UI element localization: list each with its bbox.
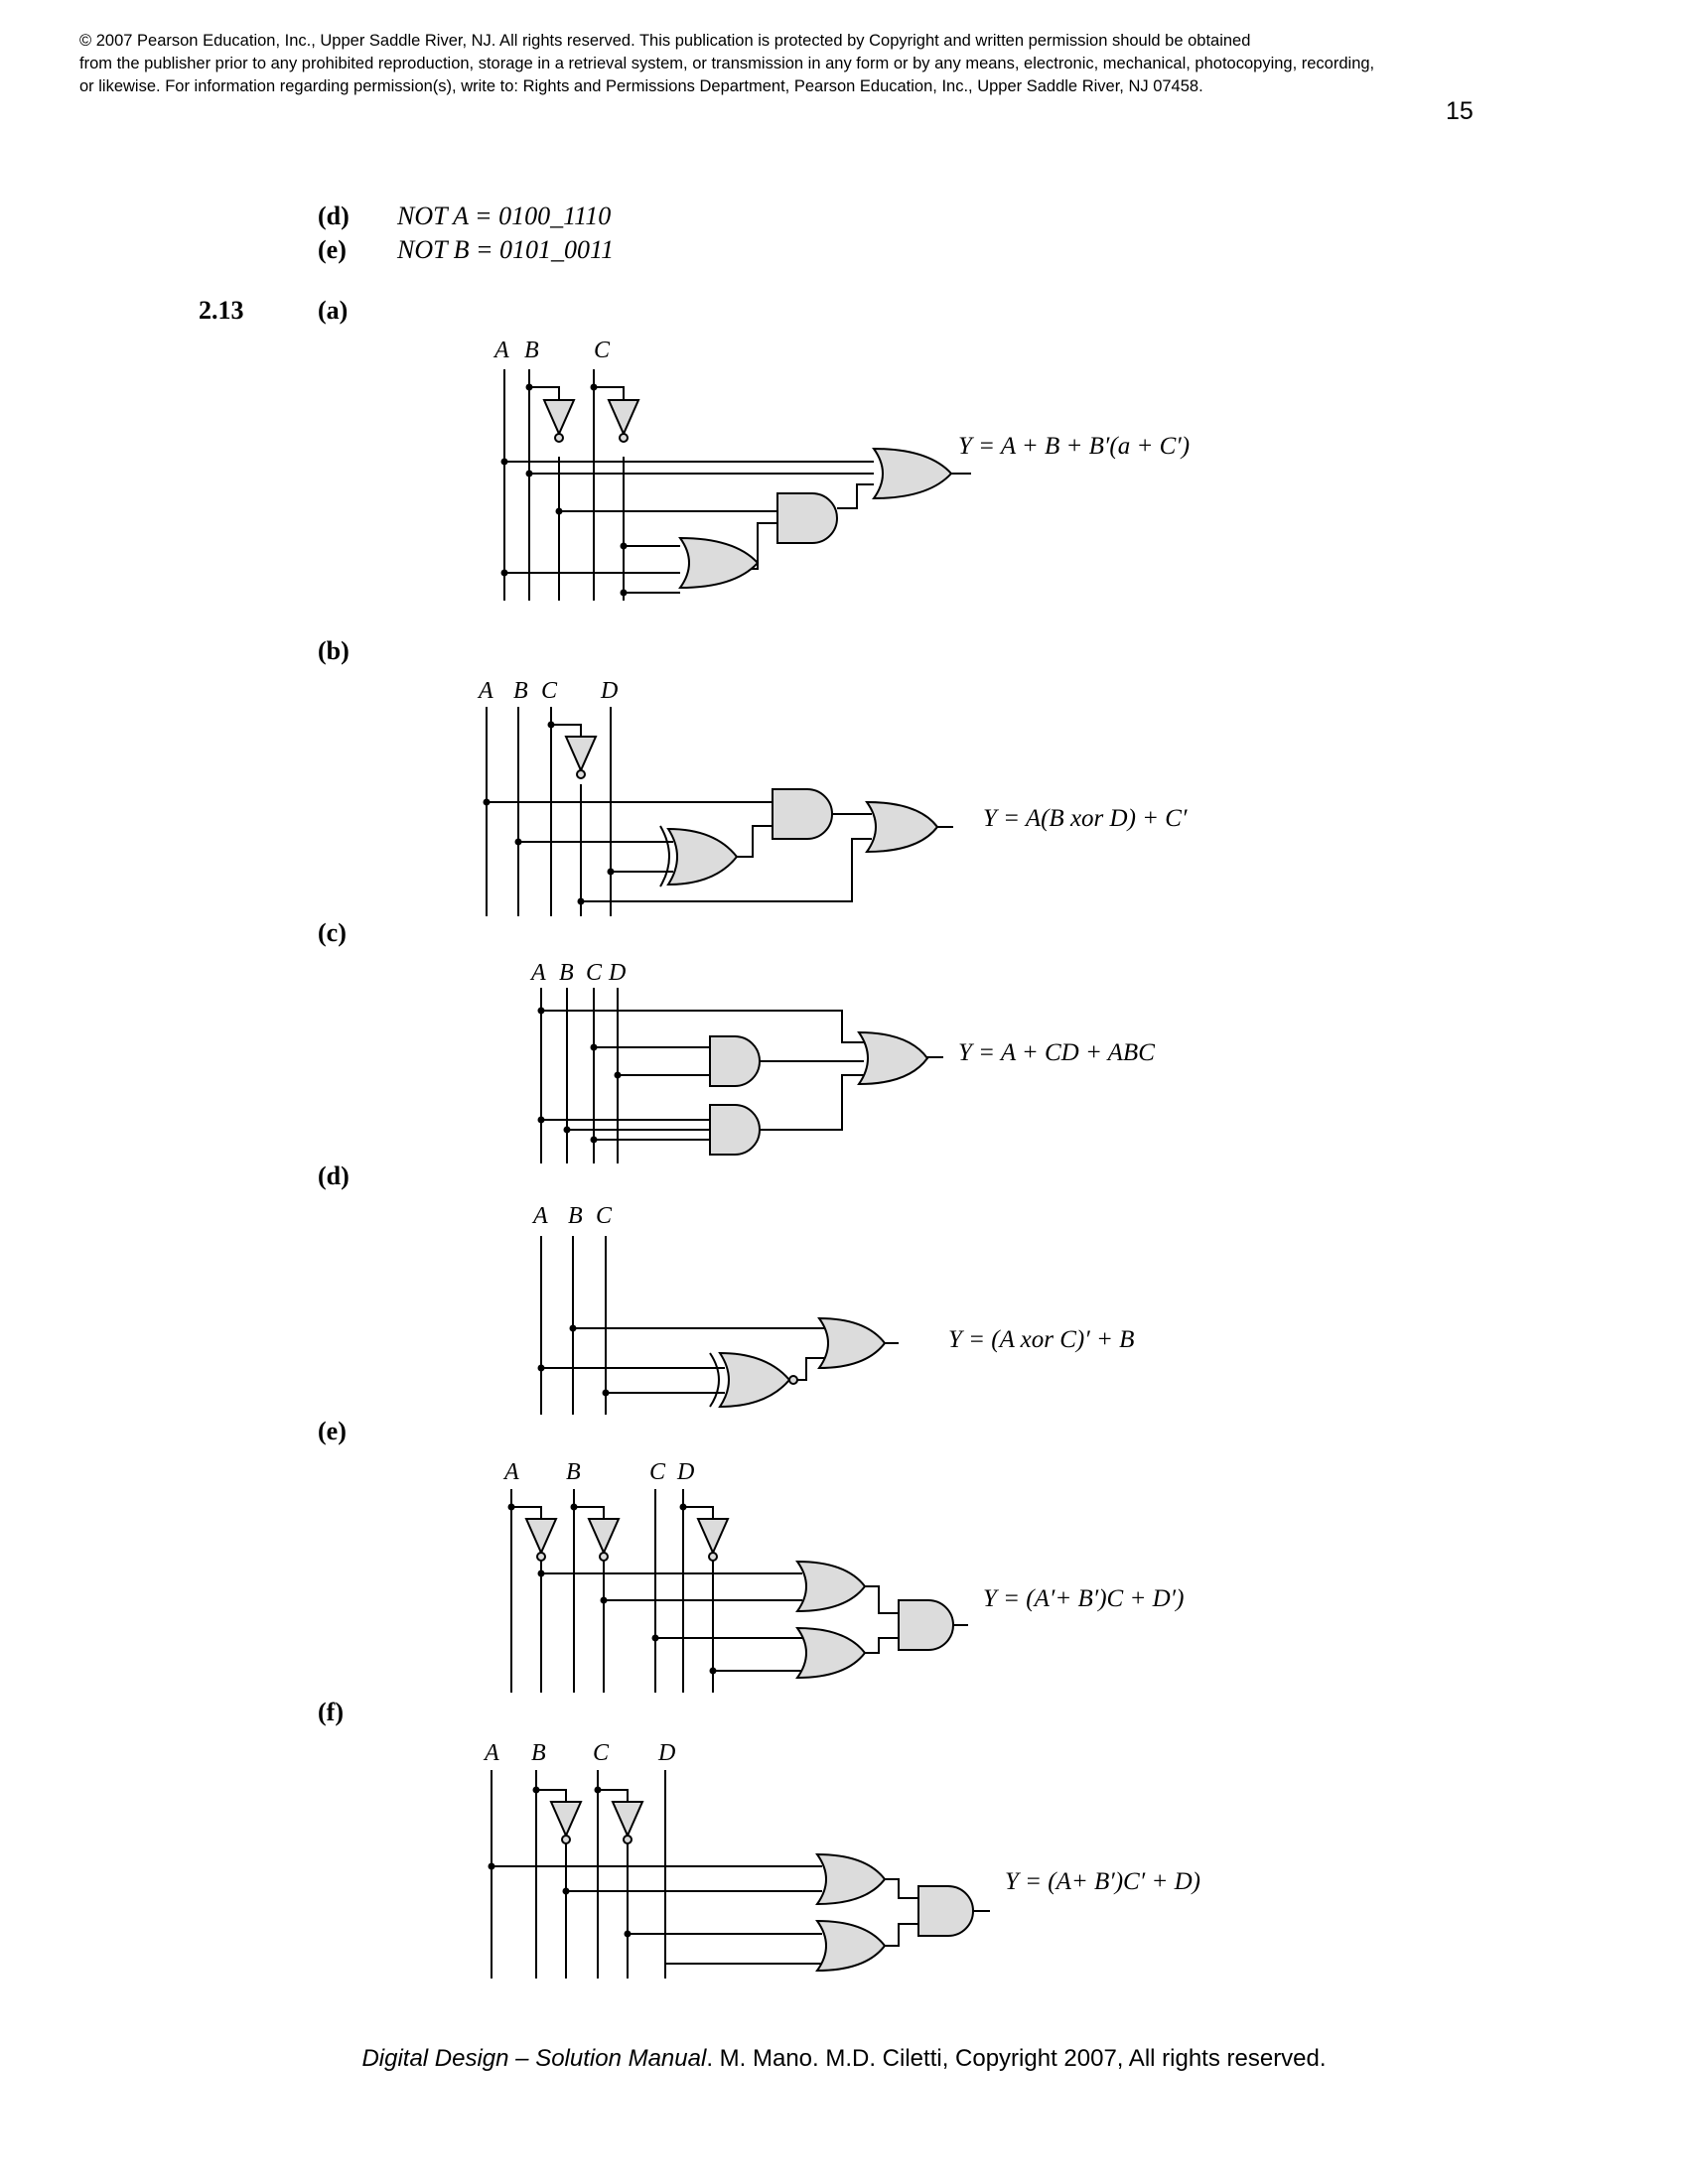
input-label: D [677,1459,695,1485]
input-label: B [513,678,528,704]
footer-text: . M. Mano. M.D. Ciletti, Copyright 2007, All rights reserved. [706,2045,1327,2072]
input-label: C [593,1740,610,1766]
expression-f: Y = (A+ B′)C′ + D) [1005,1868,1200,1895]
footer [0,2045,1688,2073]
input-label: B [568,1203,583,1229]
input-label: B [531,1740,546,1766]
circuit-d [531,1203,1134,1415]
input-label: A [485,1740,499,1766]
input-label: C [586,960,603,986]
answer-label: (d) [318,202,350,230]
copyright-line: or likewise. For information regarding permission(s), write to: Rights and Permissions Department, Pearson Education, Inc., Upper Saddle River, NJ 07458. [79,77,1203,95]
answer-label: (e) [318,235,347,264]
expression-b: Y = A(B xor D) + C′ [983,805,1188,832]
circuit-c [529,960,1155,1163]
input-label: A [479,678,493,704]
expression-c: Y = A + CD + ABC [958,1039,1155,1066]
input-label: B [559,960,574,986]
input-label: C [594,338,611,363]
input-label: A [504,1459,519,1485]
part-label-a: (a) [318,296,349,325]
input-label: B [566,1459,581,1485]
page-number: 15 [1446,97,1474,125]
circuit-e [502,1459,1184,1693]
part-label-e: (e) [318,1417,347,1445]
circuit-b [477,678,1188,916]
copyright-line: © 2007 Pearson Education, Inc., Upper Saddle River, NJ. All rights reserved. This publication is protected by Copyright and written permission should be obtained [79,32,1251,50]
input-label: A [531,960,546,986]
expression-e: Y = (A′+ B′)C + D′) [983,1585,1185,1612]
copyright-line: from the publisher prior to any prohibited reproduction, storage in a retrieval system, or transmission in any form or by any means, electronic, mechanical, photocopying, recording, [79,55,1375,72]
input-label: D [658,1740,676,1766]
part-label-d: (d) [318,1161,350,1190]
input-label: C [596,1203,613,1229]
input-label: A [494,338,509,363]
part-label-c: (c) [318,918,347,947]
input-label: A [533,1203,548,1229]
circuit-a [492,338,1190,601]
expression-d: Y = (A xor C)′ + B [948,1326,1135,1353]
part-label-f: (f) [318,1698,344,1726]
input-label: D [609,960,627,986]
part-label-b: (b) [318,636,350,665]
answer-text: NOT A = 0100_1110 [397,202,612,230]
answer-text: NOT B = 0101_0011 [397,235,615,264]
input-label: D [601,678,619,704]
input-label: C [541,678,558,704]
input-label: C [649,1459,666,1485]
footer-title: Digital Design – Solution Manual [361,2045,707,2072]
problem-number: 2.13 [199,296,244,325]
circuit-f [483,1740,1200,1979]
expression-a: Y = A + B + B′(a + C′) [958,433,1191,460]
input-label: B [524,338,539,363]
